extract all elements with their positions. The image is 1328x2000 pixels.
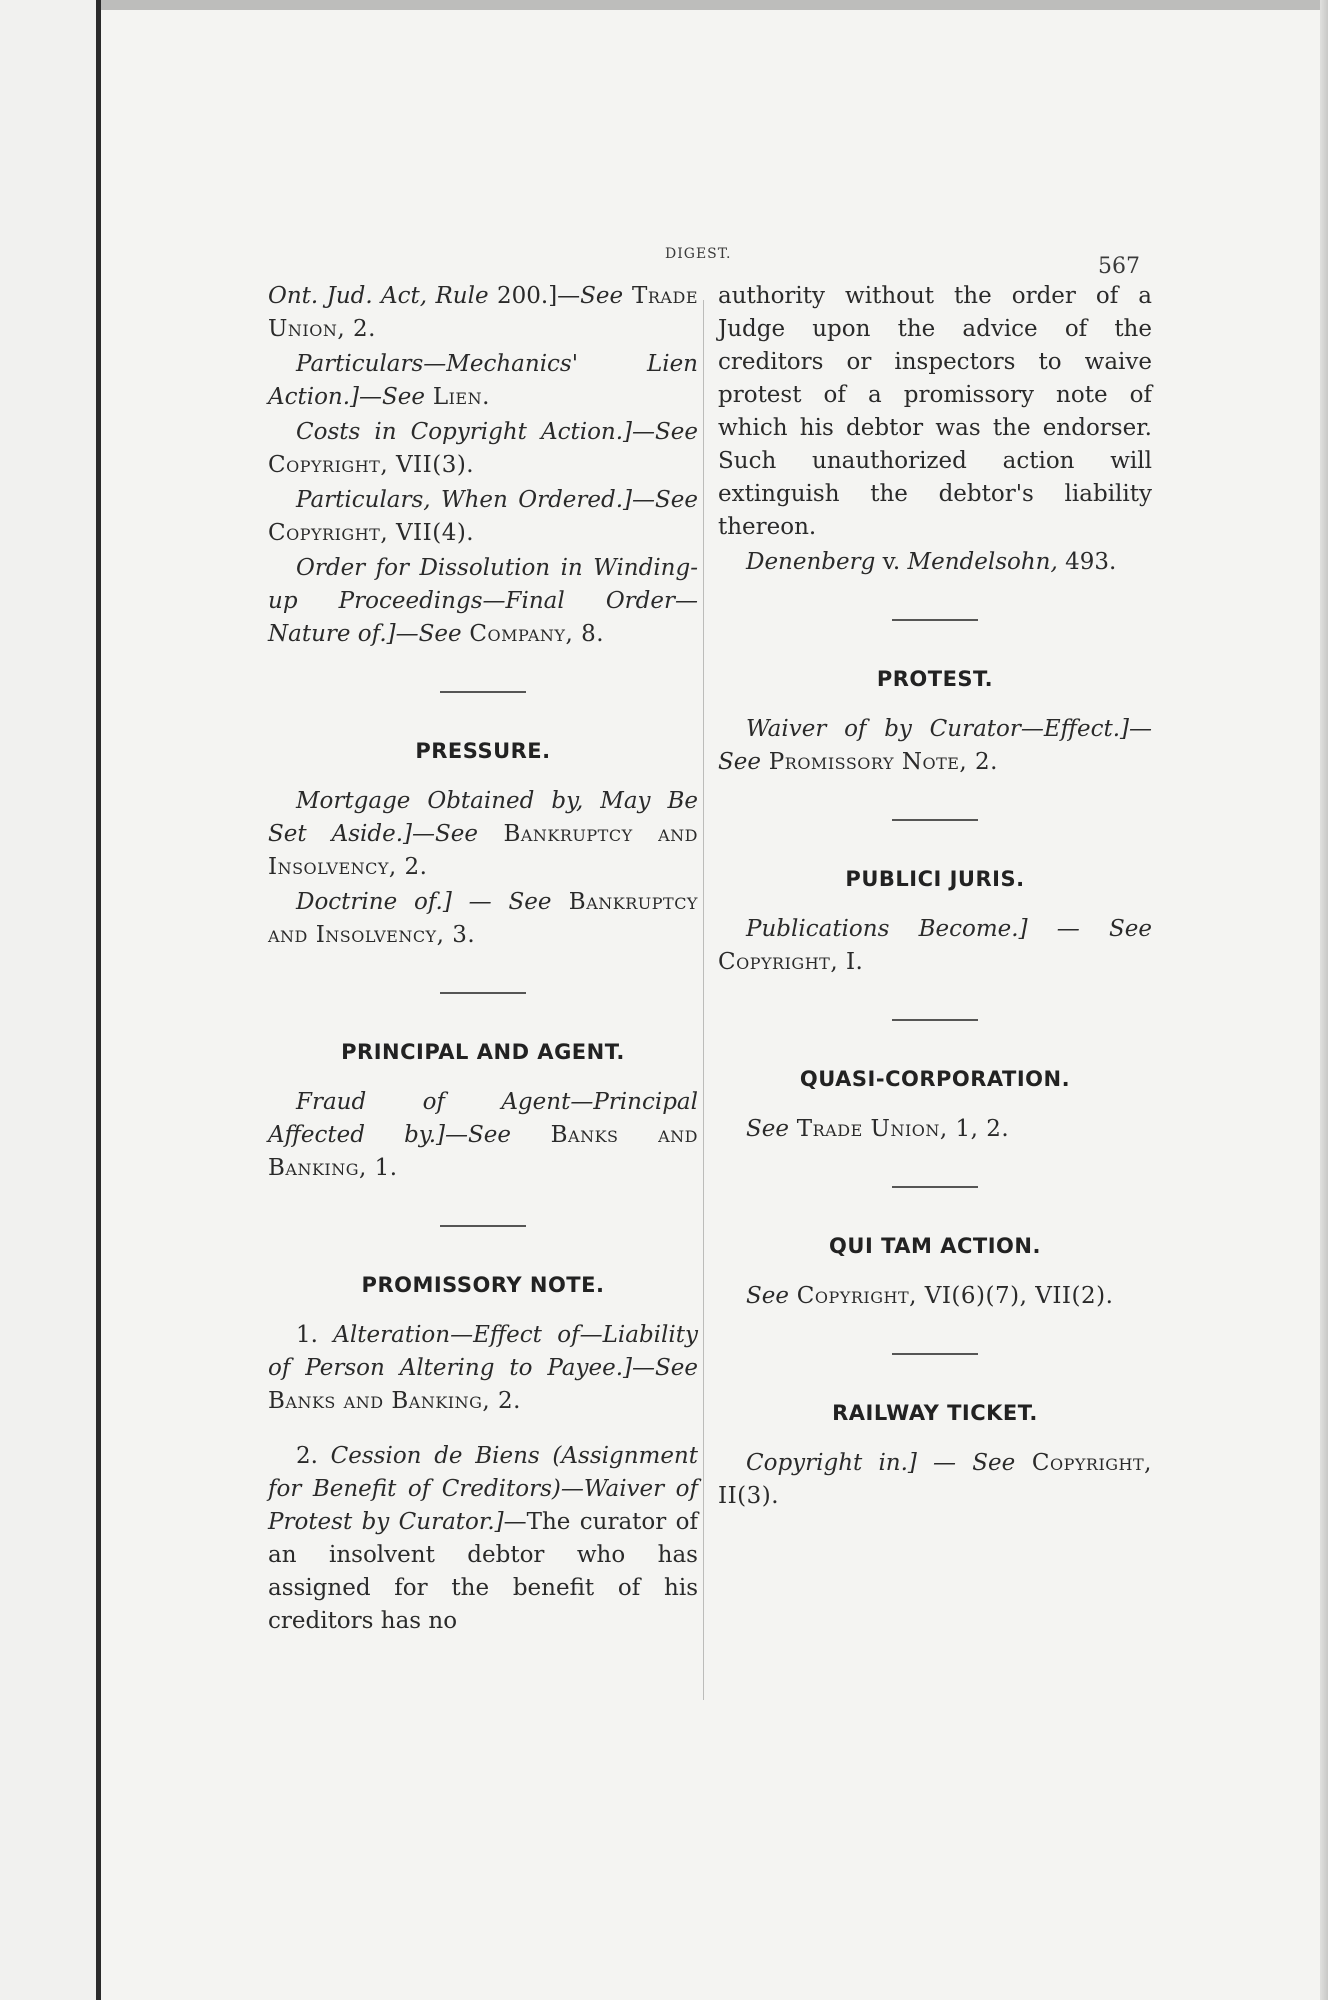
intro-entry-5: Order for Dissolution in Winding-up Proceedings—Final Order—Nature of.]—See Company, 8. (268, 555, 698, 647)
publici-entry: Publications Become.] — See Copyright, I. (718, 916, 1152, 975)
promissory-entry-2: 2. Cession de Biens (Assignment for Benefit of Creditors)—Waiver of Protest by Curator.]—The curator of an insolvent debtor who has assigned for the benefit of his creditors has no (268, 1443, 698, 1634)
case-citation: Denenberg v. Mendelsohn, 493. (746, 549, 1117, 575)
quasi-entry: See Trade Union, 1, 2. (746, 1116, 1010, 1142)
intro-entry-3: Costs in Copyright Action.]—See Copyright, VII(3). (268, 419, 698, 478)
quitam-entry: See Copyright, VI(6)(7), VII(2). (746, 1283, 1114, 1309)
heading-quasi-corporation: QUASI-CORPORATION. (799, 1067, 1071, 1091)
protest-entry: Waiver of by Curator—Effect.]—See Promissory Note, 2. (718, 716, 1152, 775)
running-head: DIGEST. (665, 246, 732, 262)
railway-entry: Copyright in.] — See Copyright, II(3). (718, 1450, 1152, 1509)
section-rule (892, 1186, 978, 1188)
principal-entry-1: Fraud of Agent—Principal Affected by.]—See Banks and Banking, 1. (268, 1089, 698, 1181)
promissory-entry-1: 1. Alteration—Effect of—Liability of Person Altering to Payee.]—See Banks and Banking, 2. (268, 1322, 698, 1414)
right-column (718, 280, 1152, 1515)
heading-principal-and-agent: PRINCIPAL AND AGENT. (341, 1040, 625, 1064)
section-rule (440, 691, 526, 693)
section-rule (440, 1225, 526, 1227)
section-rule (440, 992, 526, 994)
heading-qui-tam-action: QUI TAM ACTION. (829, 1234, 1041, 1258)
heading-railway-ticket: RAILWAY TICKET. (832, 1401, 1038, 1425)
scan-edge-right (1320, 0, 1328, 2000)
heading-pressure: PRESSURE. (415, 739, 551, 763)
section-rule (892, 1019, 978, 1021)
section-rule (892, 1353, 978, 1355)
intro-entry-4: Particulars, When Ordered.]—See Copyright, VII(4). (268, 487, 698, 546)
heading-protest: PROTEST. (876, 667, 994, 691)
heading-promissory-note: PROMISSORY NOTE. (361, 1273, 605, 1297)
section-rule (892, 619, 978, 621)
heading-publici-juris: PUBLICI JURIS. (845, 867, 1025, 891)
section-rule (892, 819, 978, 821)
page-number: 567 (1098, 254, 1140, 279)
pressure-entry-1: Mortgage Obtained by, May Be Set Aside.]—See Bankruptcy and Insolvency, 2. (268, 788, 698, 880)
intro-entry-1: Ont. Jud. Act, Rule 200.]—See Trade Union, 2. (268, 283, 698, 342)
left-column (268, 280, 698, 1640)
continuation-text: authority without the order of a Judge upon the advice of the creditors or inspectors to waive protest of a promissory note of which his debtor was the endorser. Such unauthorized action will extinguish the debtor's liability thereon. (718, 283, 1152, 540)
column-divider (703, 300, 704, 1700)
pressure-entry-2: Doctrine of.] — See Bankruptcy and Insolvency, 3. (268, 889, 698, 948)
scan-edge-top (100, 0, 1328, 10)
intro-entry-2: Particulars—Mechanics' Lien Action.]—See Lien. (268, 351, 698, 410)
